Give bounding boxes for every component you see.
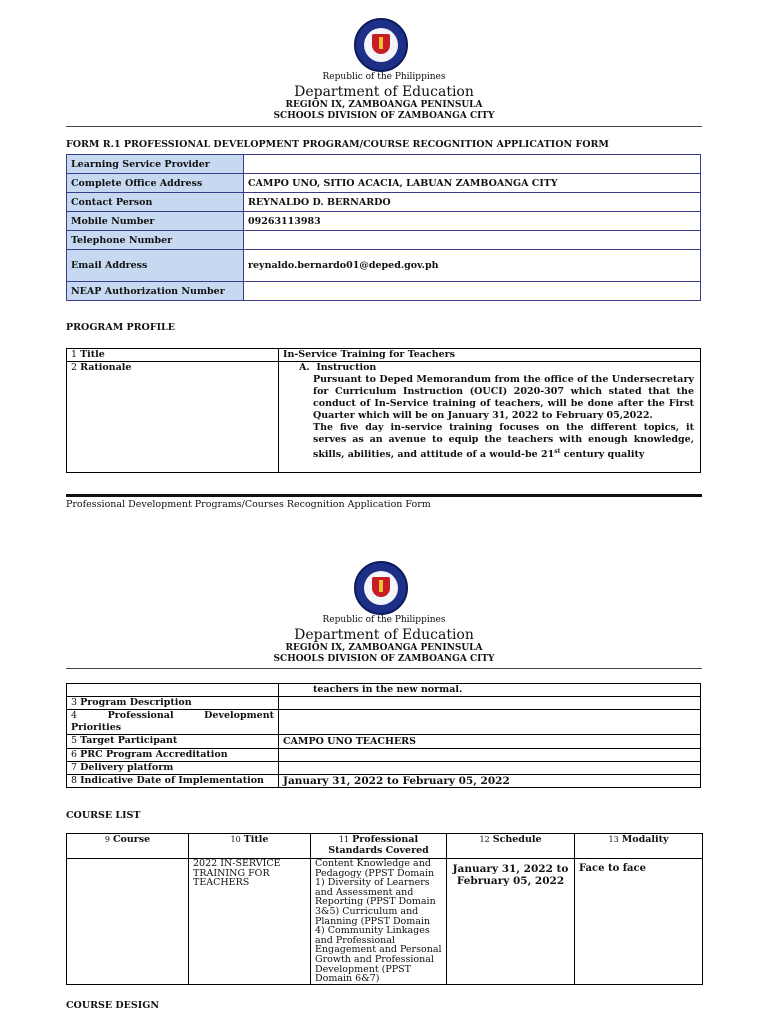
page-footer-rule xyxy=(66,494,702,497)
region-label: REGION IX, ZAMBOANGA PENINSULA xyxy=(285,100,483,110)
program-profile-table xyxy=(66,348,701,473)
modality-cell: Face to face xyxy=(575,859,703,985)
column-header: Course xyxy=(112,834,151,845)
provider-value xyxy=(244,282,701,301)
table-row xyxy=(67,684,701,697)
row-label: Indicative Date of Implementation xyxy=(80,775,264,786)
title-label: Title xyxy=(80,349,105,360)
row-number: 1 xyxy=(71,349,78,360)
table-row xyxy=(67,250,701,282)
rationale-paragraph-1: Pursuant to Deped Memorandum from the office of the Undersecretary for Curriculum Instruction (OUCI) 2020-307 which stated that the conduct of In-Service training of teachers, will be done after the First Quarter which will be on January 31, 2022 to February 05,2022. xyxy=(313,374,694,421)
table-row xyxy=(67,155,701,174)
provider-label: Email Address xyxy=(67,250,244,282)
provider-label: Complete Office Address xyxy=(67,174,244,193)
provider-label: Telephone Number xyxy=(67,231,244,250)
course-design-heading: COURSE DESIGN xyxy=(66,1000,160,1011)
continuation-text: teachers in the new normal. xyxy=(279,684,701,697)
department-title: Department of Education xyxy=(294,627,474,643)
table-row xyxy=(67,859,703,985)
program-profile-heading: PROGRAM PROFILE xyxy=(66,322,175,333)
instruction-label: Instruction xyxy=(316,362,377,373)
provider-label: Contact Person xyxy=(67,193,244,212)
course-list-heading: COURSE LIST xyxy=(66,810,141,821)
division-label: SCHOOLS DIVISION OF ZAMBOANGA CITY xyxy=(273,654,495,664)
provider-value: 09263113983 xyxy=(244,212,701,231)
course-cell xyxy=(67,859,189,985)
column-header: Title xyxy=(243,834,269,845)
row-value: CAMPO UNO TEACHERS xyxy=(279,735,701,749)
department-title: Department of Education xyxy=(294,84,474,100)
schedule-cell: January 31, 2022 to February 05, 2022 xyxy=(447,859,575,985)
row-label: Target Participant xyxy=(80,735,178,746)
table-row: 8 Indicative Date of Implementation January 31, 2022 to February 05, 2022 xyxy=(67,775,701,788)
table-row xyxy=(67,282,701,301)
provider-value: reynaldo.bernardo01@deped.gov.ph xyxy=(244,250,701,282)
provider-label: Mobile Number xyxy=(67,212,244,231)
instruction-marker: A. xyxy=(299,362,310,373)
table-header-row: 9 Course 10 Title 11 Professional Standards Covered 12 Schedule 13 Modality xyxy=(67,834,703,859)
region-label: REGION IX, ZAMBOANGA PENINSULA xyxy=(285,643,483,653)
header-divider xyxy=(66,126,702,127)
provider-value xyxy=(244,155,701,174)
row-value: January 31, 2022 to February 05, 2022 xyxy=(279,775,701,788)
table-row xyxy=(67,212,701,231)
provider-table xyxy=(66,154,701,301)
deped-seal-icon xyxy=(354,561,408,615)
column-header: Professional Standards Covered xyxy=(328,834,429,856)
rationale-paragraph-2: The five day in-service training focuses on the different topics, it serves as an avenue to equip the teachers with enough knowledge, skills, abilities, and attitude of a would-be 21st century quality xyxy=(313,422,694,461)
rationale-label: Rationale xyxy=(80,362,132,373)
header-divider xyxy=(66,668,702,669)
provider-value: REYNALDO D. BERNARDO xyxy=(244,193,701,212)
provider-label: Learning Service Provider xyxy=(67,155,244,174)
provider-value xyxy=(244,231,701,250)
row-label: Priorities xyxy=(71,722,122,733)
page-footer-text: Professional Development Programs/Courses Recognition Application Form xyxy=(66,499,431,510)
republic-label: Republic of the Philippines xyxy=(322,615,446,625)
republic-label: Republic of the Philippines xyxy=(322,72,446,82)
form-title: FORM R.1 PROFESSIONAL DEVELOPMENT PROGRAM/COURSE RECOGNITION APPLICATION FORM xyxy=(66,139,609,150)
table-row: 7 Delivery platform xyxy=(67,762,701,775)
table-row: 6 PRC Program Accreditation xyxy=(67,749,701,762)
table-row: 3 Program Description xyxy=(67,697,701,710)
program-profile-continued xyxy=(66,683,701,788)
course-list-table xyxy=(66,833,703,985)
title-value: In-Service Training for Teachers xyxy=(279,349,701,362)
course-title-cell: 2022 IN-SERVICE TRAINING FOR TEACHERS xyxy=(189,859,311,985)
row-label: Program Description xyxy=(80,697,192,708)
row-label: PRC Program Accreditation xyxy=(80,749,228,760)
standards-cell: Content Knowledge and Pedagogy (PPST Domain 1) Diversity of Learners and Assessment and Reporting (PPST Domain 3&5) Curriculum and Planning (PPST Domain 4) Community Linkages and Professional Engagement and Personal Growth and Professional Development (PPST Domain 6&7) xyxy=(311,859,447,985)
table-row xyxy=(67,362,701,473)
division-label: SCHOOLS DIVISION OF ZAMBOANGA CITY xyxy=(273,111,495,121)
row-number: 2 xyxy=(71,362,78,373)
column-header: Modality xyxy=(621,834,669,845)
table-row xyxy=(67,193,701,212)
column-header: Schedule xyxy=(492,834,542,845)
table-row xyxy=(67,231,701,250)
table-row: 5 Target Participant CAMPO UNO TEACHERS xyxy=(67,735,701,749)
table-row: 4 Professional Development Priorities xyxy=(67,710,701,735)
deped-seal-icon xyxy=(354,18,408,72)
provider-label: NEAP Authorization Number xyxy=(67,282,244,301)
provider-value: CAMPO UNO, SITIO ACACIA, LABUAN ZAMBOANGA CITY xyxy=(244,174,701,193)
table-row xyxy=(67,174,701,193)
row-label: Delivery platform xyxy=(80,762,174,773)
table-row xyxy=(67,349,701,362)
